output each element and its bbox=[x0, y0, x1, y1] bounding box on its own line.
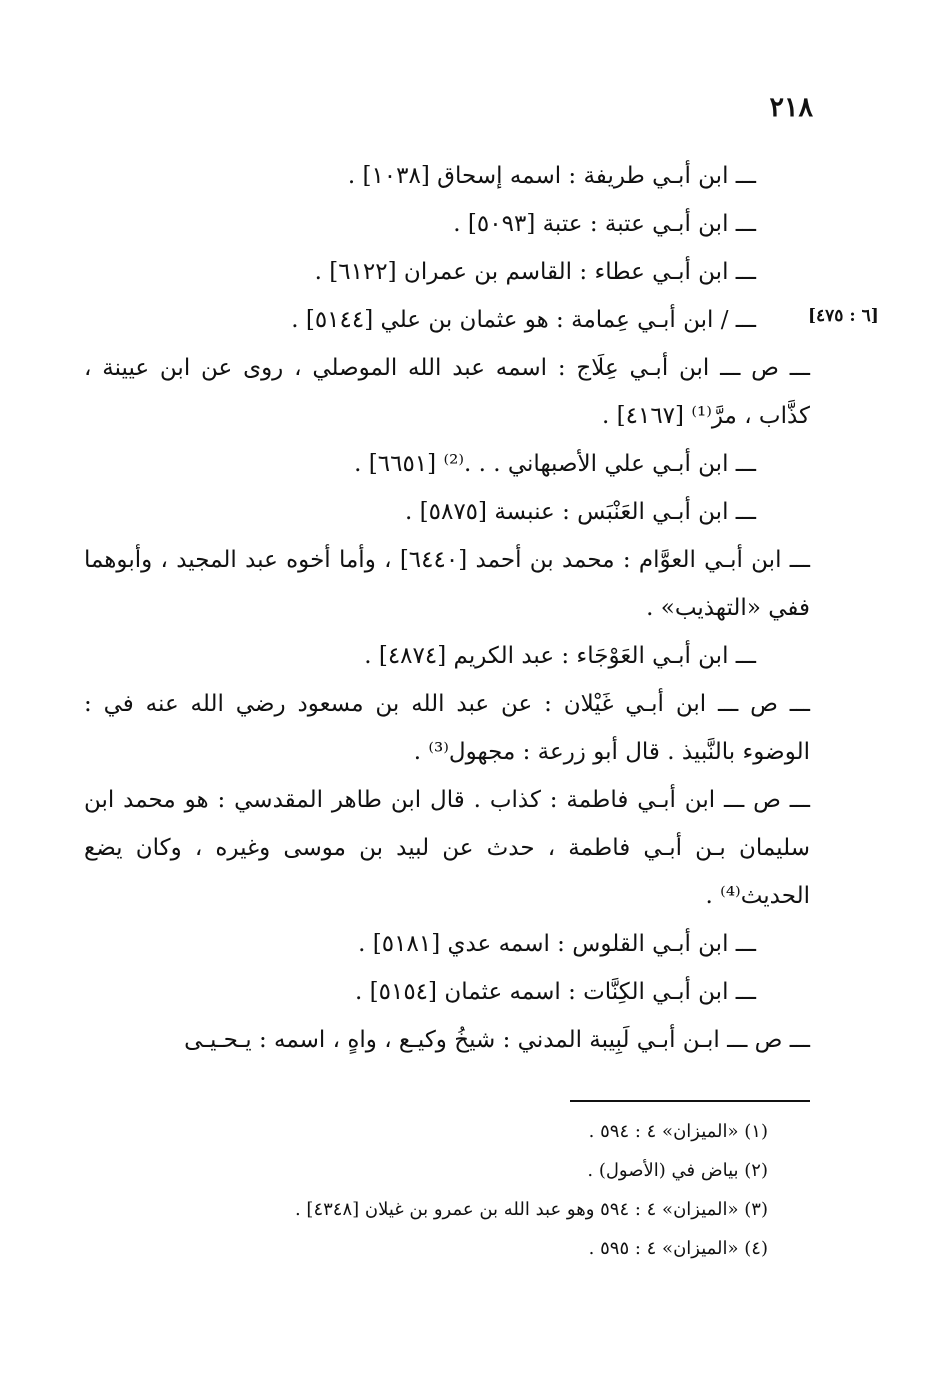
footnote-divider bbox=[570, 1100, 810, 1102]
entry: ـــ ابن أبـي العَوْجَاء : عبد الكريم [٤٨٧٤] . bbox=[364, 643, 756, 669]
entry: ـــ ابن أبـي القلوس : اسمه عدي [٥١٨١] . bbox=[358, 931, 756, 957]
entry: ـــ ص ـــ ابن أبـي عِلَاج : اسمه عبد الله الموصلي ، روى عن ابن عيينة ، كذَّاب ، مرَّ⁽¹⁾ [٤١٦٧] . bbox=[84, 355, 810, 429]
entry: ـــ ابن أبـي علي الأصبهاني . . .⁽²⁾ [٦٦٥١] . bbox=[354, 451, 756, 477]
footnotes bbox=[84, 1112, 812, 1268]
entry: ـــ ص ـــ ابن أبـي غَيْلان : عن عبد الله بن مسعود رضي الله عنه في : الوضوء بالنَّبيذ . قال أبو زرعة : مجهول⁽³⁾ . bbox=[84, 691, 810, 765]
page-number: ٢١٨ bbox=[769, 92, 813, 123]
margin-reference: [٦ : ٤٧٥] bbox=[808, 306, 879, 326]
entry: ـــ ابن أبـي عتبة : عتبة [٥٠٩٣] . bbox=[453, 211, 756, 237]
footnote: (٢) بياض في (الأصول) . bbox=[587, 1160, 768, 1181]
entry: ـــ ابن أبـي طريفة : اسمه إسحاق [١٠٣٨] . bbox=[347, 163, 756, 189]
entry: ـــ ص ـــ ابـن أبـي لَبِيبة المدني : شيخُ وكيـع ، واهٍ ، اسمه : يـحـيـى bbox=[184, 1027, 810, 1053]
entry: ـــ ابن أبـي الكِنَّات : اسمه عثمان [٥١٥٤] . bbox=[355, 979, 756, 1005]
entry: ـــ ابن أبـي العوَّام : محمد بن أحمد [٦٤٤٠] ، وأما أخوه عبد المجيد ، وأبوهما ففي «التهذيب» . bbox=[84, 547, 810, 621]
entries-list bbox=[84, 152, 810, 1064]
footnote: (٣) «الميزان» ٤ : ٥٩٤ وهو عبد الله بن عمرو بن غيلان [٤٣٤٨] . bbox=[294, 1199, 768, 1220]
entry: ـــ / ابن أبـي عِمامة : هو عثمان بن علي [٥١٤٤] . bbox=[291, 307, 756, 333]
entry: ـــ ص ـــ ابن أبـي فاطمة : كذاب . قال ابن طاهر المقدسي : هو محمد ابن سليمان بـن أبـي فاطمة ، حدث عن لبيد بن موسى وغيره ، وكان يضع الحديث⁽⁴⁾ . bbox=[84, 787, 810, 909]
footnote: (٤) «الميزان» ٤ : ٥٩٥ . bbox=[588, 1238, 768, 1259]
entry: ـــ ابن أبـي عطاء : القاسم بن عمران [٦١٢٢] . bbox=[314, 259, 756, 285]
footnote: (١) «الميزان» ٤ : ٥٩٤ . bbox=[588, 1121, 768, 1142]
entry: ـــ ابن أبـي العَنْبَس : عنبسة [٥٨٧٥] . bbox=[405, 499, 756, 525]
